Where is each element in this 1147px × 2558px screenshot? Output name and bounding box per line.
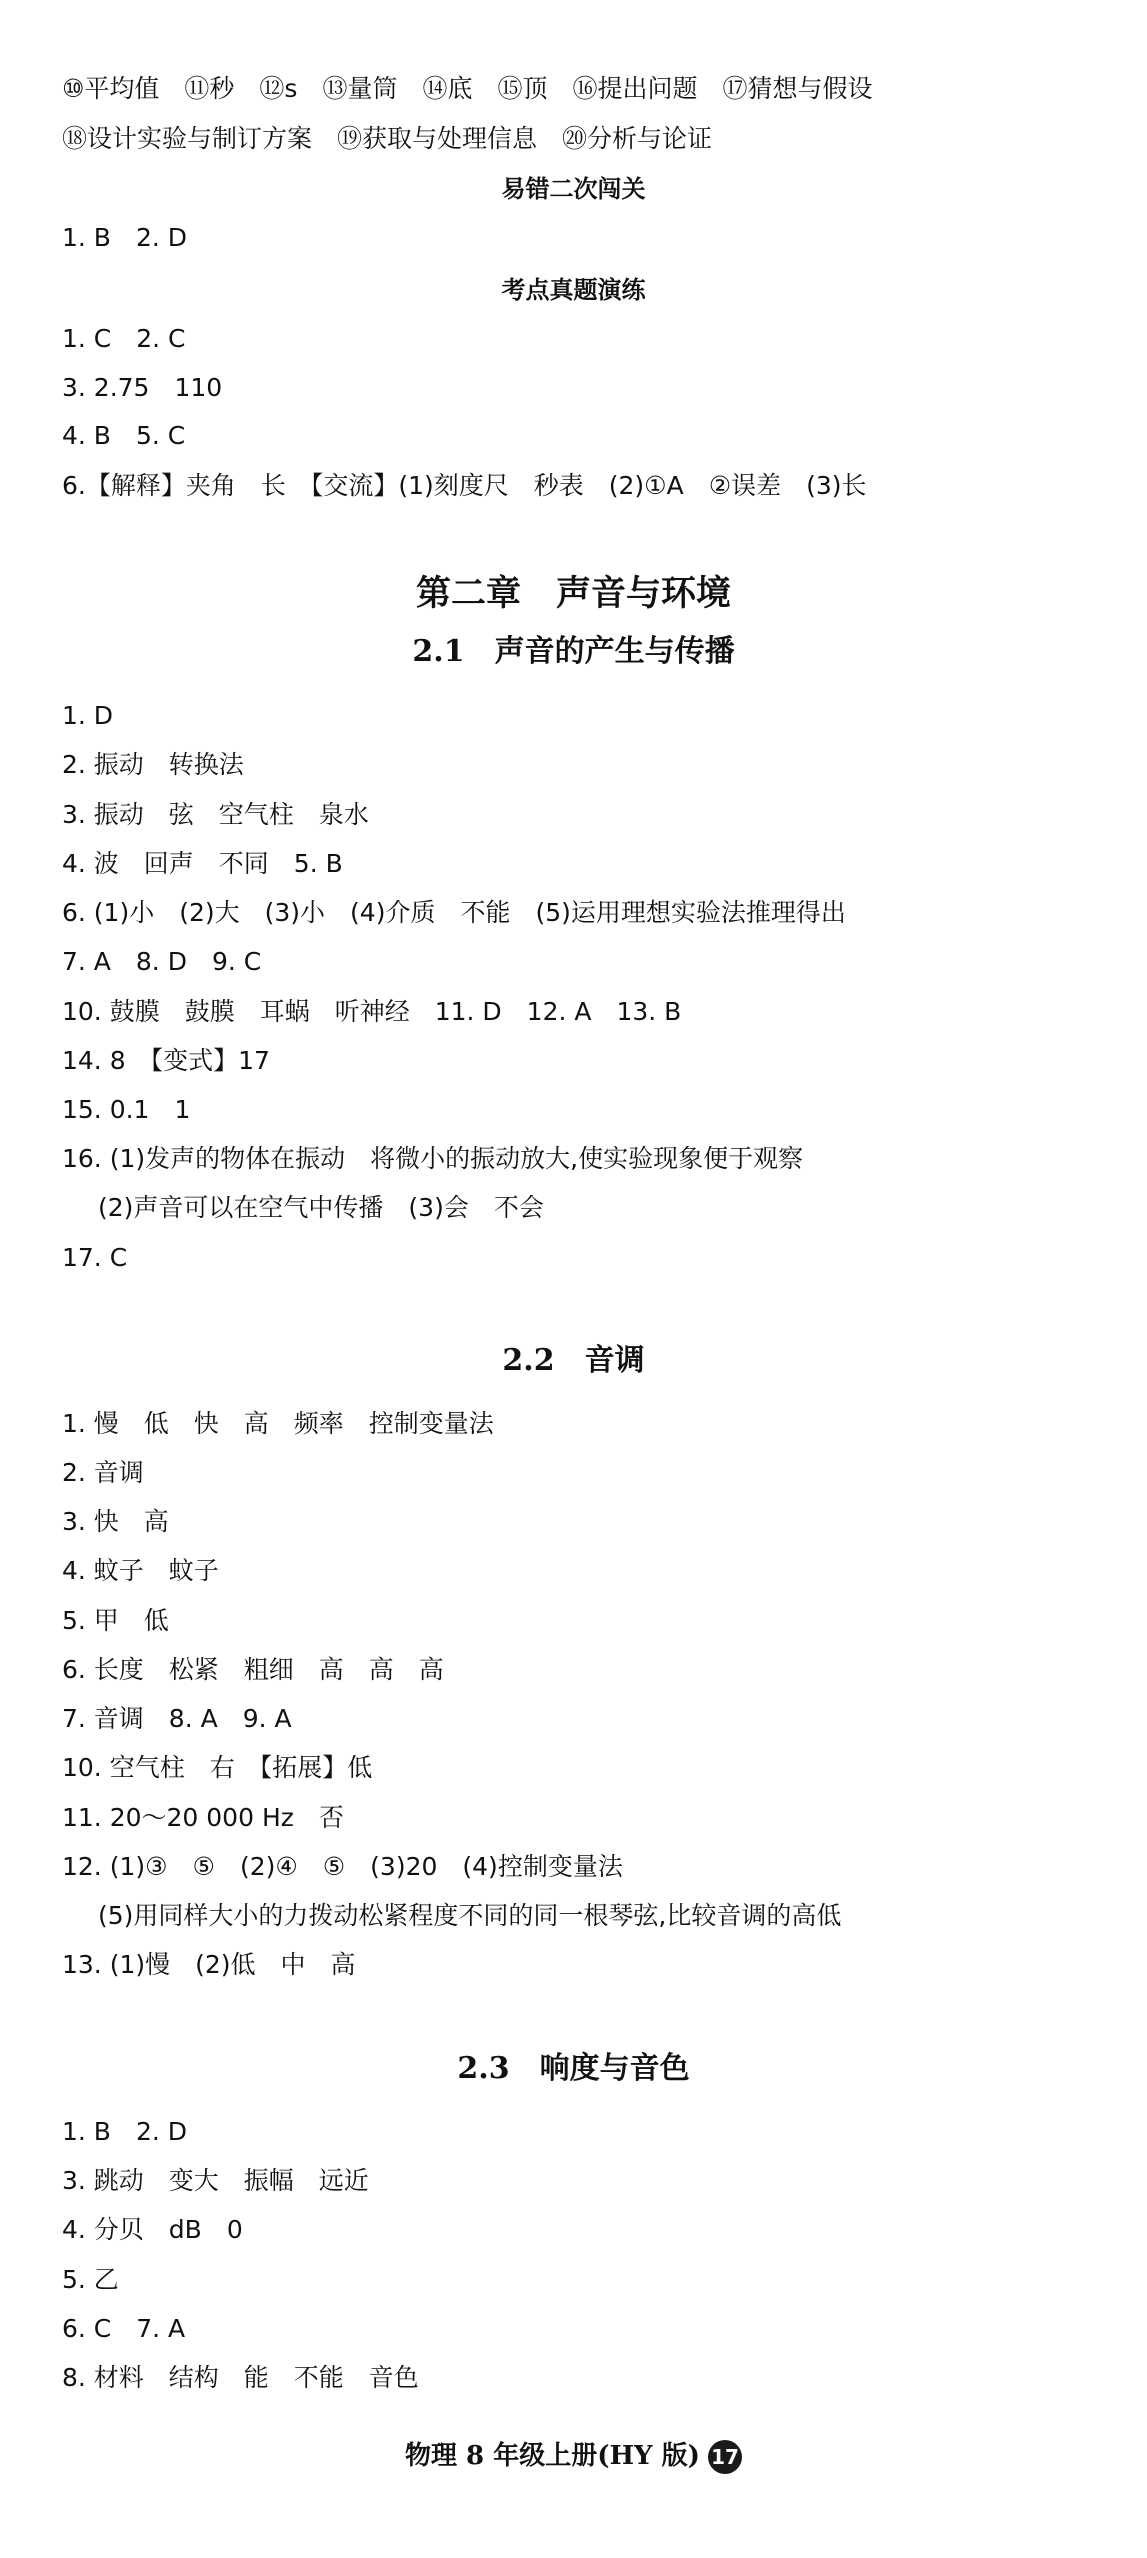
answer-line: ⑩平均值 ⑪秒 ⑫s ⑬量筒 ⑭底 ⑮顶 ⑯提出问题 ⑰猜想与假设: [62, 74, 873, 103]
answer-line: 3. 跳动 变大 振幅 远近: [62, 2166, 369, 2195]
answer-line: 6. 长度 松紧 粗细 高 高 高: [62, 1655, 444, 1684]
section-heading: 易错二次闯关: [501, 175, 646, 203]
answer-line: 5. 甲 低: [62, 1606, 169, 1635]
answer-line: 1. B 2. D: [62, 2117, 188, 2146]
answer-line: 13. (1)慢 (2)低 中 高: [62, 1950, 356, 1979]
answer-line: 1. D: [62, 701, 114, 730]
answer-line-continued: (5)用同样大小的力拨动松紧程度不同的同一根琴弦,比较音调的高低: [98, 1901, 842, 1930]
lesson-title: 2.1 声音的产生与传播: [412, 634, 735, 669]
answer-line: 2. 振动 转换法: [62, 750, 244, 779]
chapter-title: 第二章 声音与环境: [415, 573, 731, 614]
answer-line: 15. 0.1 1: [62, 1095, 191, 1124]
answer-line: 10. 鼓膜 鼓膜 耳蜗 听神经 11. D 12. A 13. B: [62, 997, 682, 1026]
answer-line: 17. C: [62, 1243, 128, 1272]
lesson-title: 2.3 响度与音色: [457, 2051, 690, 2086]
answer-line: 16. (1)发声的物体在振动 将微小的振动放大,使实验现象便于观察: [62, 1144, 804, 1173]
page-footer: [0, 2437, 1147, 2475]
answer-line: 6. C 7. A: [62, 2314, 186, 2343]
answer-line: 7. A 8. D 9. C: [62, 947, 262, 976]
answer-line: 1. B 2. D: [62, 223, 188, 252]
answer-line: ⑱设计实验与制订方案 ⑲获取与处理信息 ⑳分析与论证: [62, 124, 713, 153]
answer-line: 4. 蚊子 蚊子: [62, 1556, 219, 1585]
page-number-badge: 17: [708, 2440, 742, 2474]
answer-line: 1. C 2. C: [62, 324, 186, 353]
answer-line: 4. B 5. C: [62, 421, 186, 450]
answer-line: 10. 空气柱 右 【拓展】低: [62, 1753, 373, 1782]
answer-line: 12. (1)③ ⑤ (2)④ ⑤ (3)20 (4)控制变量法: [62, 1852, 623, 1881]
answer-line: 6.【解释】夹角 长 【交流】(1)刻度尺 秒表 (2)①A ②误差 (3)长: [62, 471, 867, 500]
answer-line: 11. 20～20 000 Hz 否: [62, 1803, 344, 1832]
answer-line: 4. 波 回声 不同 5. B: [62, 849, 343, 878]
answer-line: 6. (1)小 (2)大 (3)小 (4)介质 不能 (5)运用理想实验法推理得出: [62, 898, 846, 927]
answer-line: 3. 2.75 110: [62, 373, 223, 402]
answer-line: 7. 音调 8. A 9. A: [62, 1704, 292, 1733]
answer-line: 1. 慢 低 快 高 频率 控制变量法: [62, 1409, 494, 1438]
answer-line: 14. 8 【变式】17: [62, 1046, 270, 1075]
lesson-title: 2.2 音调: [502, 1343, 645, 1378]
answer-line-continued: (2)声音可以在空气中传播 (3)会 不会: [98, 1193, 544, 1222]
answer-line: 3. 快 高: [62, 1507, 169, 1536]
answer-line: 5. 乙: [62, 2265, 119, 2294]
answer-line: 3. 振动 弦 空气柱 泉水: [62, 800, 369, 829]
footer-book-title: 物理 8 年级上册(HY 版): [405, 2441, 700, 2471]
answer-line: 4. 分贝 dB 0: [62, 2215, 243, 2244]
section-heading: 考点真题演练: [501, 276, 646, 304]
answer-line: 2. 音调: [62, 1458, 144, 1487]
answer-line: 8. 材料 结构 能 不能 音色: [62, 2363, 419, 2392]
